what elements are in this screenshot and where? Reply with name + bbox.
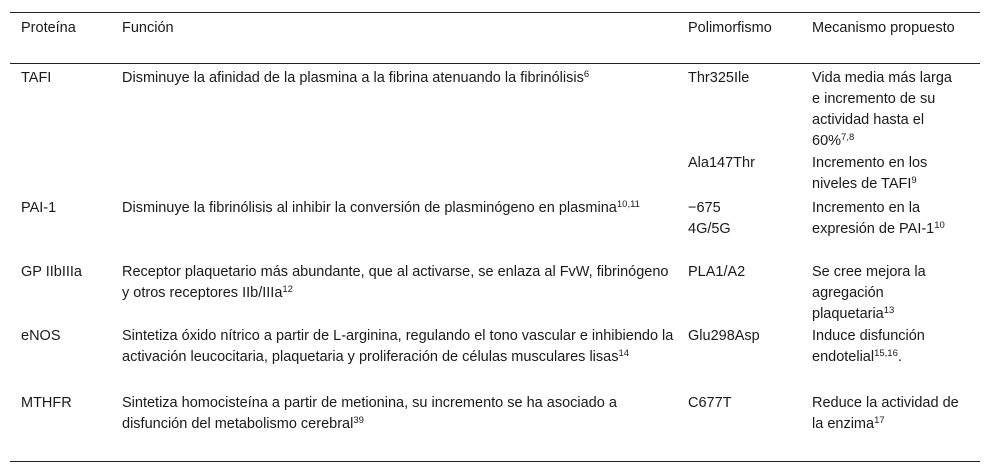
citation: 14 (618, 348, 630, 359)
citation: 13 (883, 305, 895, 316)
row-pai1-mechanism: Incremento en la expresión de PAI-$1^{10}$ (812, 200, 945, 237)
header-function: Función (122, 20, 174, 36)
row-mthfr-mechanism: Reduce la actividad de la enzima$^{17}$ (812, 395, 959, 432)
row-gp-protein: GP IIbIIIa (21, 264, 82, 280)
header-mechanism: Mecanismo propuesto (812, 20, 955, 36)
row-tafi-mechanism-2: Incremento en los niveles de TAFI$^9$ (812, 155, 928, 192)
row-mthfr-protein: MTHFR (21, 395, 72, 411)
citation: 10 (934, 220, 945, 231)
citation: 17 (874, 415, 885, 426)
row-enos-function: Sintetiza óxido nítrico a partir de L-arginina, regulando el tono vascular e inhibiendo la activación leucocitaria, plaquetaria y proliferación de células musculares lisas$^{14}$ (122, 328, 674, 365)
row-enos-mechanism: Induce disfunción endotelial$^{15,16}$. (812, 328, 925, 365)
row-enos-polymorphism: Glu298Asp (688, 328, 760, 344)
row-tafi-polymorphism-1: Thr325Ile (688, 70, 750, 86)
row-tafi-protein: TAFI (21, 70, 52, 86)
row-mthfr-polymorphism: C677T (688, 395, 732, 411)
header-protein: Proteína (21, 20, 76, 36)
citation: 10,11 (616, 199, 640, 210)
row-tafi-polymorphism-2: Ala147Thr (688, 155, 755, 171)
row-pai1-polymorphism: −675 4G/5G (688, 200, 731, 237)
row-enos-protein: eNOS (21, 328, 61, 344)
citation: 6 (583, 69, 590, 80)
header-rule (10, 63, 980, 64)
row-gp-function: Receptor plaquetario más abundante, que al activarse, se enlaza al FvW, fibrinógeno y otros receptores IIb/IIIa$^{12}$ (122, 264, 669, 301)
row-gp-polymorphism: PLA1/A2 (688, 264, 746, 280)
row-gp-mechanism: Se cree mejora la agregación plaquetaria$^{13}$ (812, 264, 926, 322)
citation: 12 (282, 284, 293, 295)
row-pai1-function: Disminuye la fibrinólisis al inhibir la conversión de plasminógeno en plasmina$^{10,11}$ (122, 199, 640, 216)
row-tafi-function: Disminuye la afinidad de la plasmina a la fibrina atenuando la fibrinólisis$^6$ (122, 69, 590, 86)
header-polymorphism: Polimorfismo (688, 20, 772, 36)
citation: 9 (911, 175, 917, 186)
row-pai1-protein: PAI-1 (21, 200, 57, 216)
citation: 7,8 (841, 132, 855, 143)
top-rule (10, 12, 980, 13)
citation: 15,16 (874, 348, 898, 359)
citation: 39 (353, 415, 364, 426)
row-tafi-mechanism-1: Vida media más larga e incremento de su actividad hasta el 60%$^{7,8}$ (812, 70, 952, 149)
row-mthfr-function: Sintetiza homocisteína a partir de metionina, su incremento se ha asociado a disfunción del metabolismo cerebral$^{39}$ (122, 395, 617, 432)
bottom-rule (10, 461, 980, 462)
